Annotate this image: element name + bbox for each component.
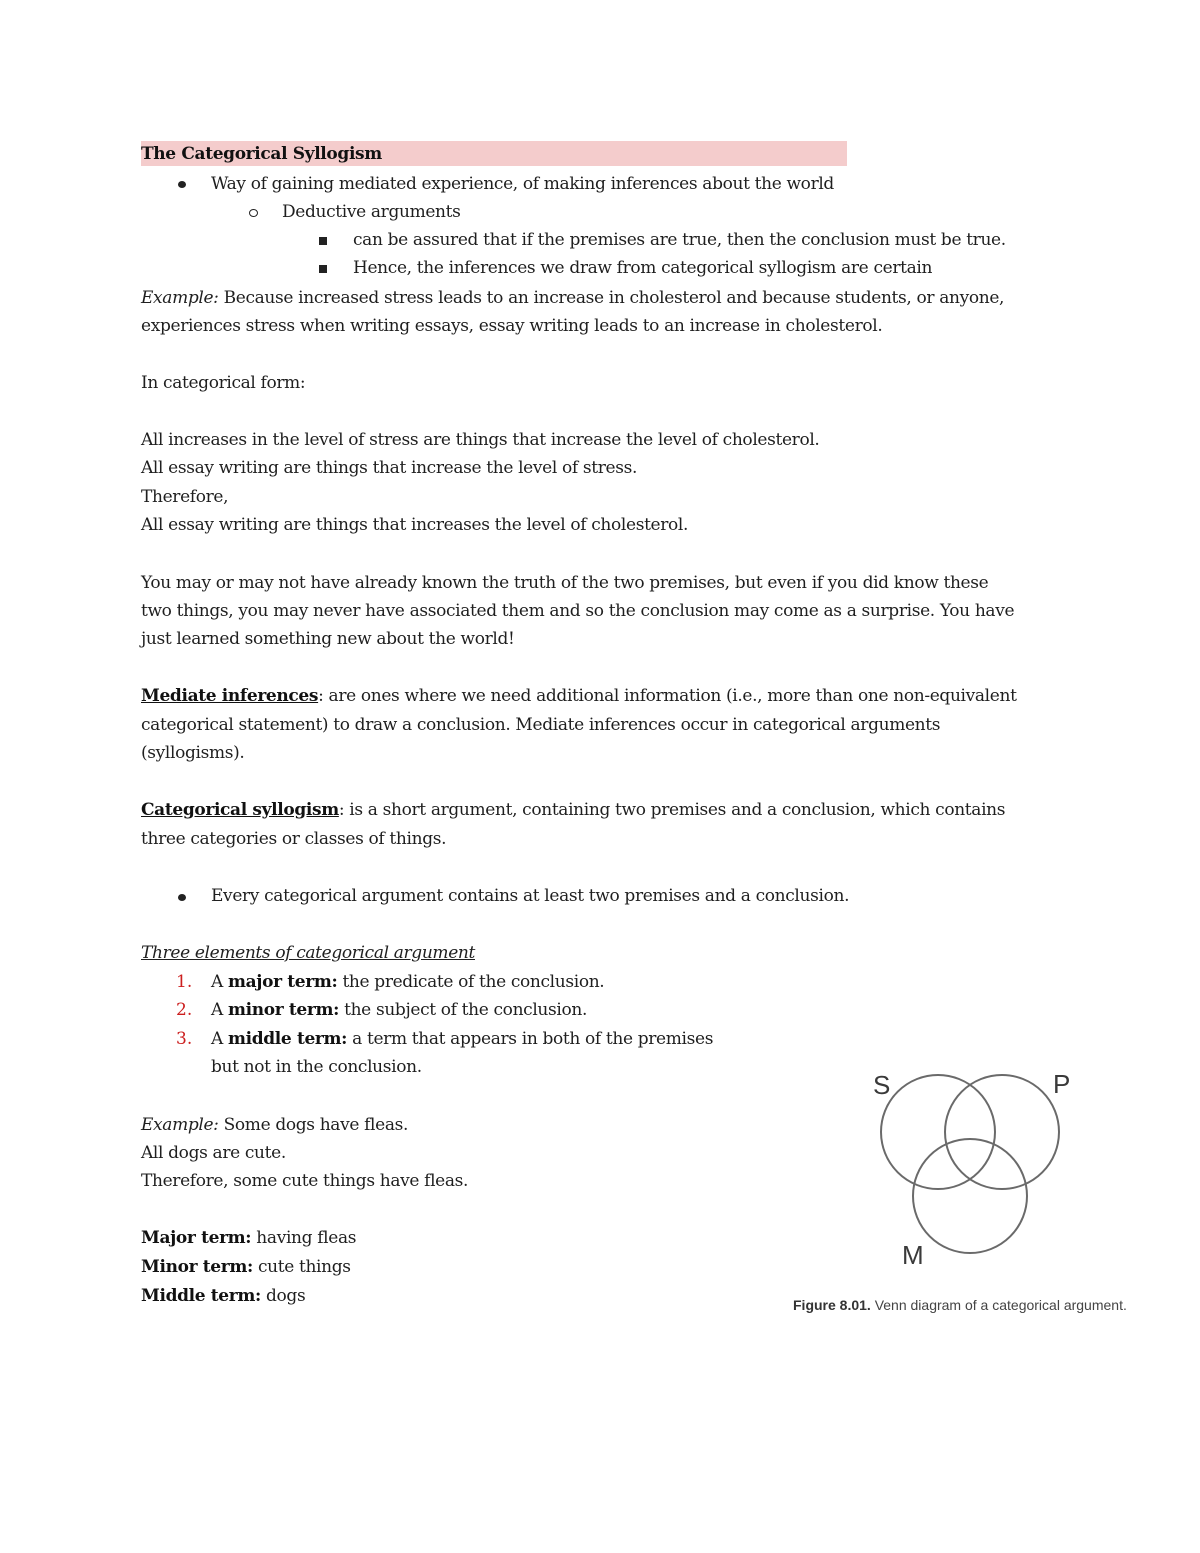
list-number: 2.	[176, 1000, 193, 1020]
element-major	[211, 968, 604, 996]
syllogism-text: : is a short argument, containing two premises and a conclusion, which contains	[338, 800, 1006, 820]
venn-label-m: M	[902, 1240, 924, 1270]
element-prefix: A	[211, 1029, 228, 1049]
therefore: Therefore,	[141, 487, 229, 507]
element-middle	[211, 1025, 713, 1053]
element-text: the subject of the conclusion.	[339, 1000, 588, 1020]
bullet-level3-a: can be assured that if the premises are true, then the conclusion must be true.	[353, 230, 1006, 250]
minor-term-line	[141, 1253, 351, 1281]
major-term-label: Major term:	[141, 1228, 252, 1248]
elements-heading: Three elements of categorical argument	[141, 943, 475, 963]
example1-line2: experiences stress when writing essays, essay writing leads to an increase in cholesterol.	[141, 316, 883, 336]
example2-line2: All dogs are cute.	[141, 1143, 286, 1163]
example1-line1	[141, 284, 1004, 312]
list-number: 1.	[176, 972, 193, 992]
premise-2: All essay writing are things that increase the level of stress.	[141, 458, 638, 478]
paragraph-line2: two things, you may never have associated them and so the conclusion may come as a surprise. You have	[141, 601, 1015, 621]
syllogism-line1	[141, 796, 1005, 824]
example1-label: Example:	[141, 288, 219, 308]
minor-term-value: cute things	[252, 1257, 351, 1277]
bullet-level1: Way of gaining mediated experience, of making inferences about the world	[211, 174, 834, 194]
element-prefix: A	[211, 1000, 228, 1020]
syllogism-term: Categorical syllogism	[141, 800, 339, 820]
categorical-form-heading: In categorical form:	[141, 373, 306, 393]
example2-label: Example:	[141, 1115, 219, 1135]
mediate-term: Mediate inferences	[141, 686, 319, 706]
conclusion: All essay writing are things that increases the level of cholesterol.	[141, 515, 689, 535]
middle-term-value: dogs	[260, 1286, 306, 1306]
premise-1: All increases in the level of stress are things that increase the level of cholesterol.	[141, 430, 820, 450]
element-text: the predicate of the conclusion.	[337, 972, 605, 992]
bullet-circle	[249, 209, 258, 217]
figure-caption-text: Venn diagram of a categorical argument.	[870, 1297, 1127, 1313]
middle-term-line	[141, 1282, 305, 1310]
major-term-line	[141, 1224, 356, 1252]
figure-caption-number: Figure 8.01.	[793, 1297, 871, 1313]
element-middle-cont: but not in the conclusion.	[211, 1057, 422, 1077]
mediate-line3: (syllogisms).	[141, 743, 245, 763]
example1-text: Because increased stress leads to an increase in cholesterol and because students, or anyone,	[218, 288, 1005, 308]
venn-circle-s	[881, 1075, 995, 1189]
every-argument-bullet: Every categorical argument contains at least two premises and a conclusion.	[211, 886, 850, 906]
element-minor	[211, 996, 587, 1024]
mediate-line2: categorical statement) to draw a conclusion. Mediate inferences occur in categorical arguments	[141, 715, 941, 735]
figure-caption	[793, 1297, 1127, 1313]
bullet-level3-b: Hence, the inferences we draw from categorical syllogism are certain	[353, 258, 933, 278]
venn-label-s: S	[873, 1070, 891, 1100]
element-term: major term:	[227, 972, 338, 992]
minor-term-label: Minor term:	[141, 1257, 253, 1277]
example2-line1	[141, 1111, 408, 1139]
list-number: 3.	[176, 1029, 193, 1049]
mediate-text: : are ones where we need additional information (i.e., more than one non-equivalent	[318, 686, 1017, 706]
bullet-square	[319, 265, 327, 273]
page-title: The Categorical Syllogism	[141, 144, 382, 164]
venn-circle-m	[913, 1139, 1027, 1253]
bullet-disc	[178, 181, 186, 188]
major-term-value: having fleas	[251, 1228, 357, 1248]
element-text: a term that appears in both of the premises	[347, 1029, 714, 1049]
element-term: middle term:	[227, 1029, 348, 1049]
venn-diagram	[860, 1060, 1160, 1300]
example2-line3: Therefore, some cute things have fleas.	[141, 1171, 469, 1191]
element-term: minor term:	[227, 1000, 340, 1020]
middle-term-label: Middle term:	[141, 1286, 261, 1306]
element-prefix: A	[211, 972, 228, 992]
bullet-disc	[178, 894, 186, 901]
bullet-square	[319, 237, 327, 245]
paragraph-line3: just learned something new about the world!	[141, 629, 515, 649]
bullet-level2: Deductive arguments	[282, 202, 461, 222]
venn-label-p: P	[1053, 1069, 1071, 1099]
syllogism-line2: three categories or classes of things.	[141, 829, 447, 849]
example2-text: Some dogs have fleas.	[218, 1115, 409, 1135]
paragraph-line1: You may or may not have already known the truth of the two premises, but even if you did know these	[141, 573, 989, 593]
mediate-line1	[141, 682, 1017, 710]
venn-circle-p	[945, 1075, 1059, 1189]
